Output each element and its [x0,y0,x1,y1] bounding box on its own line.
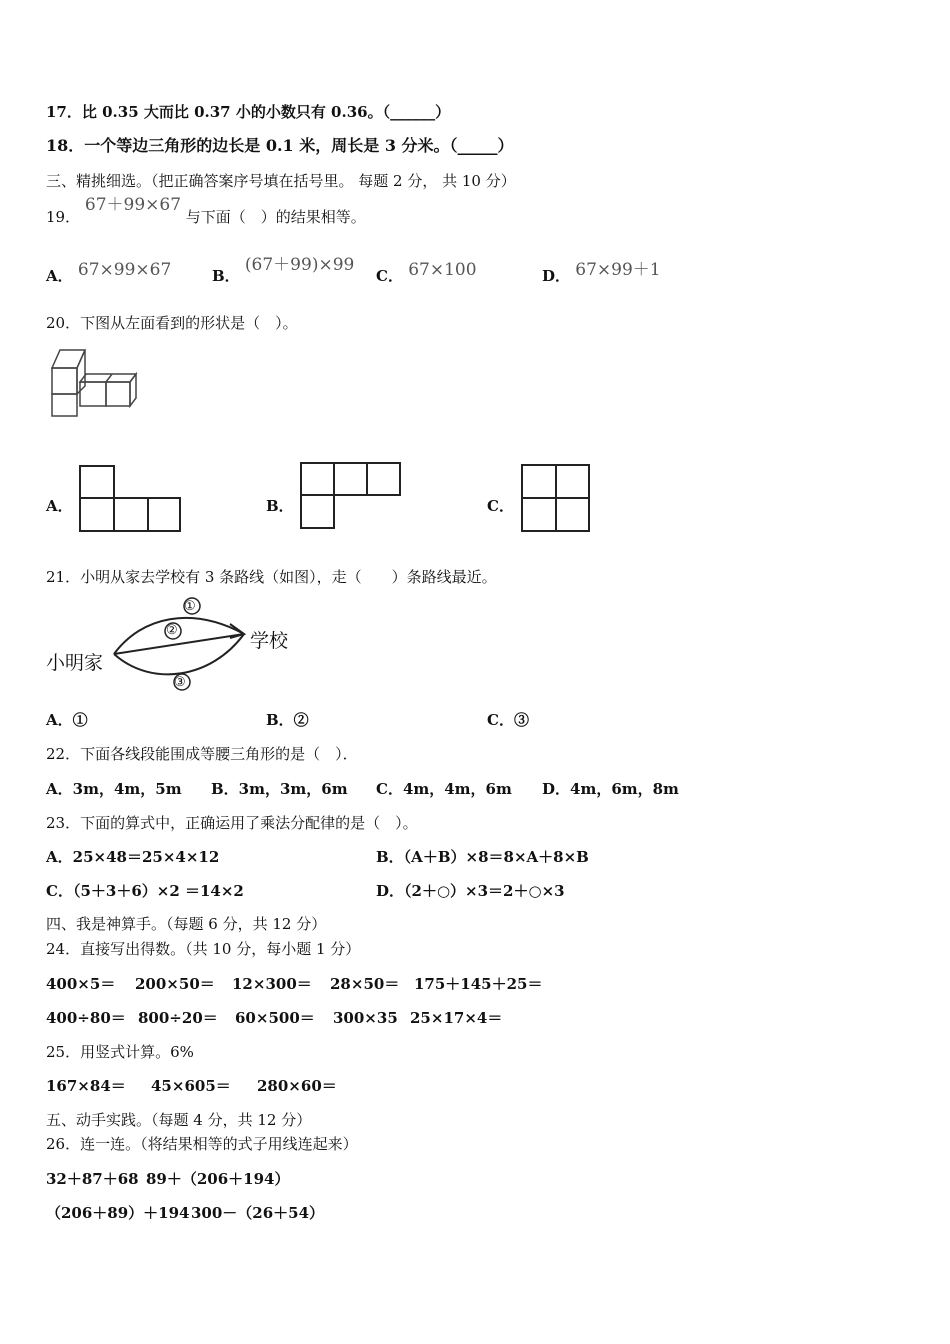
question-24: 24．直接写出得数。（共 10 分，每小题 1 分） [46,940,361,958]
q19-option-a[interactable] [46,260,172,286]
calc-item: 60×500＝ [235,1009,315,1027]
calc-item: 28×50＝ [330,975,400,993]
q19-option-d[interactable] [542,260,661,286]
calc-item: 175＋145＋25＝ [414,975,543,993]
option-expression: (67＋99)×99 [244,255,355,275]
q21-option-b[interactable]: B．② [266,711,309,729]
cube-stack-figure [48,346,143,421]
q20-option-a[interactable]: A． [46,497,73,515]
q23-option-a[interactable]: A．25×48＝25×4×12 [46,848,220,866]
q21-option-a[interactable]: A．① [46,711,88,729]
q21-option-c[interactable]: C．③ [487,711,529,729]
q22-option-b[interactable]: B．3m，3m，6m [211,780,348,798]
calc-item: 800÷20＝ [138,1009,218,1027]
option-expression: 67×100 [408,260,477,280]
option-expression: 67×99×67 [77,260,172,280]
question-25: 25．用竖式计算。6% [46,1043,194,1061]
calc-item: 200×50＝ [135,975,215,993]
option-b-shape [299,461,404,531]
option-a-shape [78,464,183,534]
q22-option-c[interactable]: C．4m，4m，6m [376,780,512,798]
route-3-marker: ③ [174,675,186,690]
match-item[interactable]: 32＋87＋68 [46,1170,139,1188]
q23-option-d[interactable]: D．（2＋○）×3＝2＋○×3 [376,882,565,900]
section-3-heading: 三、精挑细选。（把正确答案序号填在括号里。 每题 2 分， 共 10 分） [46,172,516,190]
calc-item: 300×35 [333,1009,398,1027]
option-c-shape [520,463,592,533]
section-4-heading: 四、我是神算手。（每题 6 分，共 12 分） [46,915,327,933]
home-label: 小明家 [46,652,104,674]
school-label: 学校 [250,630,289,652]
calc-item: 12×300＝ [232,975,312,993]
route-1-marker: ① [184,599,196,614]
option-label: A． [46,267,73,285]
option-label: B． [212,267,240,285]
section-5-heading: 五、动手实践。（每题 4 分，共 12 分） [46,1111,312,1129]
question-26: 26．连一连。（将结果相等的式子用线连起来） [46,1135,358,1153]
q20-option-c[interactable]: C． [487,497,514,515]
question-23: 23．下面的算式中，正确运用了乘法分配律的是（ ）。 [46,814,418,832]
option-label: C． [376,267,403,285]
q23-option-b[interactable]: B．（A＋B）×8＝8×A＋8×B [376,848,589,866]
question-19 [46,195,366,227]
question-19-text: 与下面（ ）的结果相等。 [185,208,366,226]
route-3-path [114,634,244,674]
question-22: 22．下面各线段能围成等腰三角形的是（ ）． [46,745,358,763]
question-19-expression: 67＋99×67 [84,195,182,215]
question-17: 17．比 0.35 大而比 0.37 小的小数只有 0.36。（______） [46,103,451,121]
calc-item: 25×17×4＝ [410,1009,503,1027]
q19-option-c[interactable] [376,260,477,286]
q22-option-a[interactable]: A．3m，4m，5m [46,780,182,798]
question-20: 20．下图从左面看到的形状是（ ）。 [46,314,298,332]
calc-item: 167×84＝ [46,1077,126,1095]
calc-item: 280×60＝ [257,1077,337,1095]
question-19-number: 19． [46,208,81,226]
question-18: 18．一个等边三角形的边长是 0.1 米，周长是 3 分米。（_____） [46,136,514,155]
route-2-marker: ② [166,623,178,638]
match-item[interactable]: 300－（26＋54） [191,1204,325,1222]
q20-option-b[interactable]: B． [266,497,294,515]
calc-item: 45×605＝ [151,1077,231,1095]
calc-item: 400×5＝ [46,975,116,993]
q23-option-c[interactable]: C．（5＋3＋6）×2 ＝14×2 [46,882,244,900]
question-21: 21．小明从家去学校有 3 条路线（如图），走（ ）条路线最近。 [46,568,497,586]
option-label: D． [542,267,571,285]
q19-option-b[interactable] [212,255,355,286]
match-item[interactable]: 89＋（206＋194） [146,1170,290,1188]
calc-item: 400÷80＝ [46,1009,126,1027]
option-expression: 67×99＋1 [575,260,661,280]
match-item[interactable]: （206＋89）＋194 [46,1204,190,1222]
q22-option-d[interactable]: D．4m，6m，8m [542,780,679,798]
